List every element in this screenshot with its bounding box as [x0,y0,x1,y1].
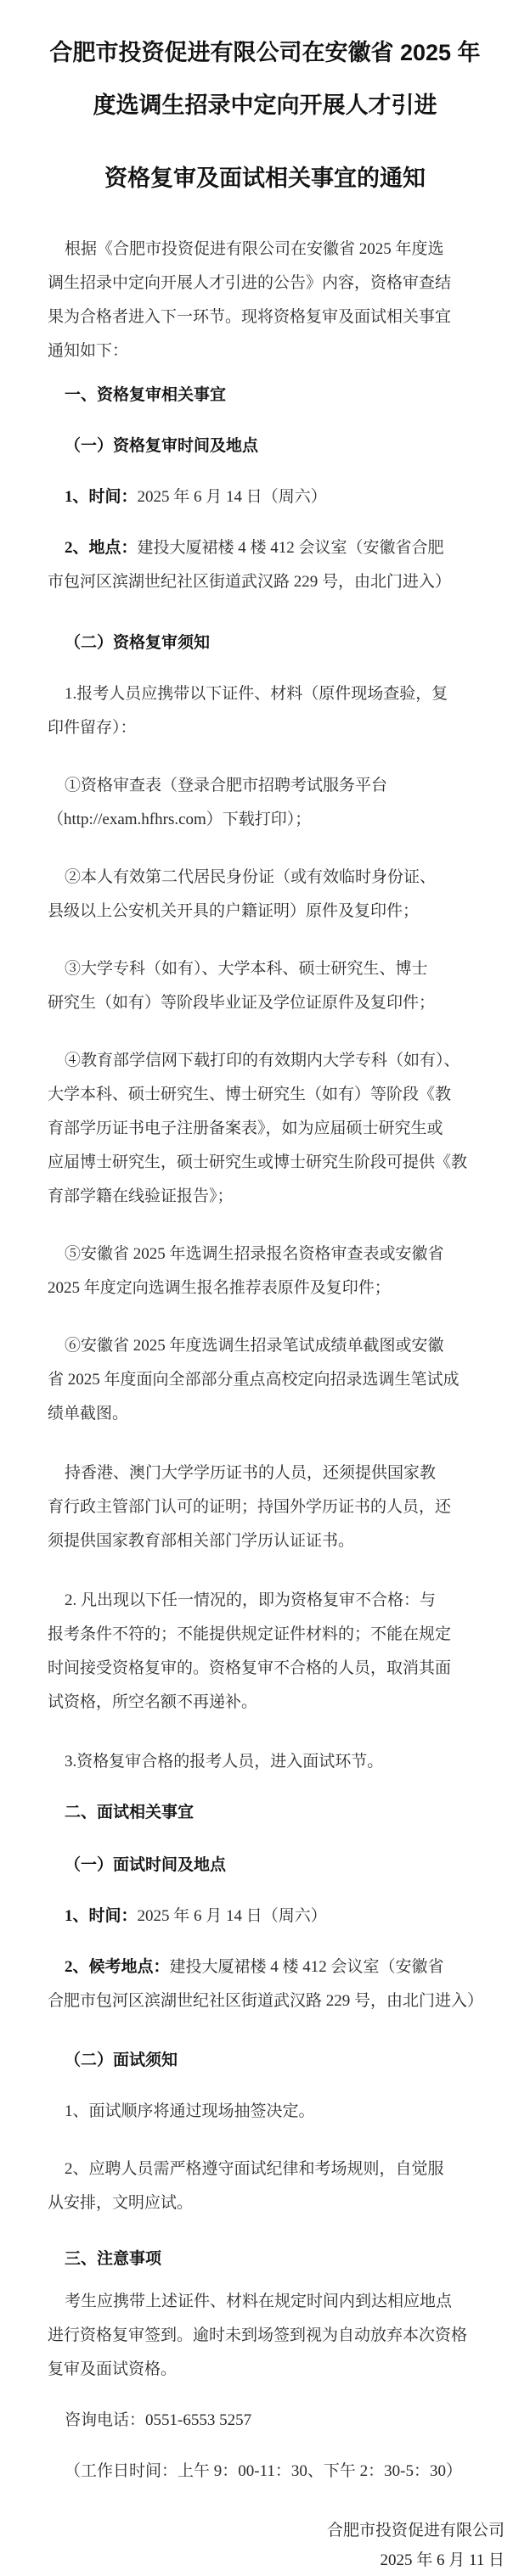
section2-place-label: 2、候考地点： [65,1958,170,1976]
section2-sub2-heading: （二）面试须知 [65,2051,178,2069]
foreign-degree-line-2: 育行政主管部门认可的证明；持国外学历证书的人员，还 [48,1498,452,1516]
section2-time [65,1900,530,1933]
notice-line-2: 进行资格复审签到。逾时未到场签到视为自动放弃本次资格 [48,2326,468,2344]
title-line-3: 资格复审及面试相关事宜的通知 [104,166,426,191]
doc-5-line-2: 2025 年度定向选调生报名推荐表原件及复印件； [48,1279,391,1297]
contact-phone: 咨询电话：0551-6553 5257 [65,2411,252,2429]
section2-place [65,1950,530,1984]
intro-line-1: 根据《合肥市投资促进有限公司在安徽省 2025 年度选 [65,240,444,258]
requirement-2-line-1: 2. 凡出现以下任一情况的，即为资格复审不合格：与 [65,1591,437,1609]
doc-4-line-5: 育部学籍在线验证报告》； [48,1187,234,1205]
notice-line-3: 复审及面试资格。 [48,2360,178,2378]
requirement-3: 3.资格复审合格的报考人员，进入面试环节。 [65,1753,384,1771]
section1-time-value: 2025 年 6 月 14 日（周六） [137,488,327,506]
doc-4-line-4: 应届博士研究生，硕士研究生或博士研究生阶段可提供《教 [48,1153,468,1171]
section1-place-label: 2、地点： [65,539,138,557]
section2-time-value: 2025 年 6 月 14 日（周六） [137,1907,327,1925]
section1-place-line-2: 市包河区滨湖世纪社区街道武汉路 229 号，由北门进入） [48,573,452,591]
doc-6-line-1: ⑥安徽省 2025 年度选调生招录笔试成绩单截图或安徽 [65,1337,444,1355]
requirement-2-line-2: 报考条件不符的；不能提供规定证件材料的；不能在规定 [48,1625,452,1643]
doc-2-line-1: ②本人有效第二代居民身份证（或有效临时身份证、 [65,868,437,886]
doc-2-line-2: 县级以上公安机关开具的户籍证明）原件及复印件； [48,902,420,920]
working-hours: （工作日时间：上午 9：00-11：30、下午 2：30-5：30） [65,2462,462,2480]
doc-6-line-3: 绩单截图。 [48,1405,129,1423]
intro-line-4: 通知如下： [48,342,129,360]
requirement-1-line-2: 印件留存）： [48,719,137,737]
section2-place-line-1: 建投大厦裙楼 4 楼 412 会议室（安徽省 [169,1958,444,1976]
section1-time-label: 1、时间： [65,488,138,506]
doc-4-line-3: 育部学历证书电子注册备案表》，如为应届硕士研究生或 [48,1120,443,1137]
section2-heading: 二、面试相关事宜 [65,1804,195,1821]
doc-5-line-1: ⑤安徽省 2025 年选调生招录报名资格审查表或安徽省 [65,1245,444,1263]
doc-4-line-1: ④教育部学信网下载打印的有效期内大学专科（如有）、 [65,1052,460,1069]
requirement-1-line-1: 1.报考人员应携带以下证件、材料（原件现场查验，复 [65,685,448,703]
section3-heading: 三、注意事项 [65,2250,162,2268]
requirement-2-line-4: 试资格，所空名额不再递补。 [48,1693,258,1711]
doc-6-line-2: 省 2025 年度面向全部部分重点高校定向招录选调生笔试成 [48,1371,460,1389]
section1-place [65,531,530,565]
signature-date: 2025 年 6 月 11 日 [380,2551,505,2569]
doc-4-line-2: 大学本科、硕士研究生、博士研究生（如有）等阶段《教 [48,1086,452,1103]
section1-heading: 一、资格复审相关事宜 [65,386,227,404]
foreign-degree-line-1: 持香港、澳门大学学历证书的人员，还须提供国家教 [65,1464,437,1482]
interview-rule-2-line-2: 从安排，文明应试。 [48,2194,194,2212]
interview-rule-2-line-1: 2、应聘人员需严格遵守面试纪律和考场规则，自觉服 [65,2160,444,2178]
title-line-1: 合肥市投资促进有限公司在安徽省 2025 年 [49,40,481,65]
signature-org: 合肥市投资促进有限公司 [326,2522,505,2540]
section1-sub1-heading: （一）资格复审时间及地点 [65,437,259,455]
section2-time-label: 1、时间： [65,1907,138,1925]
intro-line-2: 调生招录中定向开展人才引进的公告》内容，资格审查结 [48,274,452,292]
section1-sub2-heading: （二）资格复审须知 [65,634,211,652]
foreign-degree-line-3: 须提供国家教育部相关部门学历认证证书。 [48,1532,355,1550]
interview-rule-1: 1、面试顺序将通过现场抽签决定。 [65,2102,315,2120]
doc-3-line-2: 研究生（如有）等阶段毕业证及学位证原件及复印件； [48,994,436,1012]
section2-place-line-2: 合肥市包河区滨湖世纪社区街道武汉路 229 号，由北门进入） [48,1992,484,2010]
doc-1-line-1: ①资格审查表（登录合肥市招聘考试服务平台 [65,777,388,794]
section2-sub1-heading: （一）面试时间及地点 [65,1856,227,1874]
doc-3-line-1: ③大学专科（如有）、大学本科、硕士研究生、博士 [65,960,428,978]
title-line-2: 度选调生招录中定向开展人才引进 [93,93,437,118]
intro-line-3: 果为合格者进入下一环节。现将资格复审及面试相关事宜 [48,308,452,326]
requirement-2-line-3: 时间接受资格复审的。资格复审不合格的人员，取消其面 [48,1659,452,1677]
notice-line-1: 考生应携带上述证件、材料在规定时间内到达相应地点 [65,2293,453,2310]
section1-place-line-1: 建投大厦裙楼 4 楼 412 会议室（安徽省合肥 [137,539,444,557]
section1-time [65,480,530,514]
doc-1-line-2: （http://exam.hfhrs.com）下载打印）； [48,811,312,828]
